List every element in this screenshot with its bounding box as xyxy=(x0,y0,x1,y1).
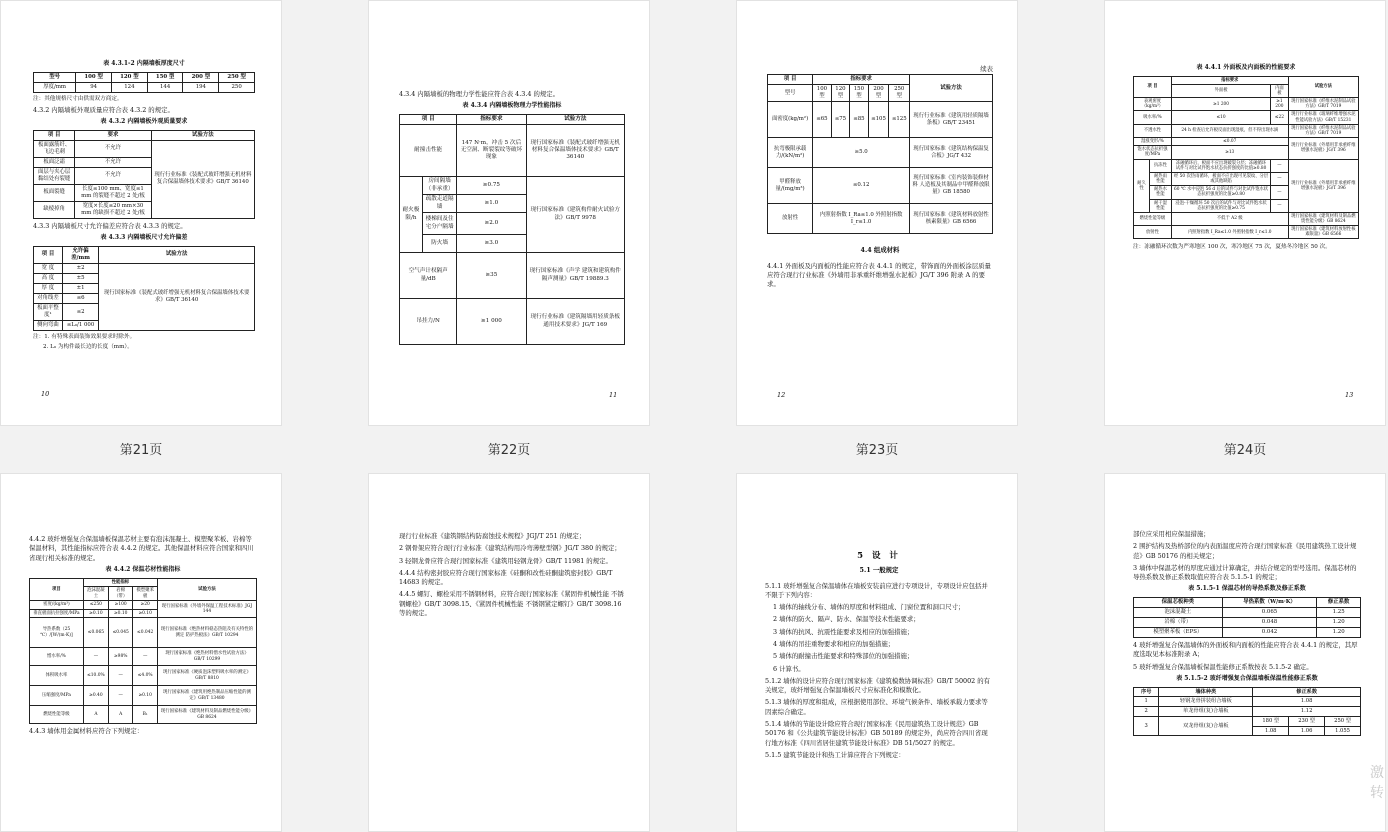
paragraph: 2 钢骨架应符合现行行业标准《建筑结构用冷弯薄壁型钢》JG/T 380 的规定； xyxy=(399,544,621,553)
clause-4-4-4: 4.4.4 结构密封胶应符合现行国家标准《硅酮和改性硅酮建筑密封胶》GB/T 14683 的规定。 xyxy=(399,568,613,587)
list-item: 6 计算书。 xyxy=(773,664,805,673)
table-title: 表 4.3.4 内隔墙板物理力学性能指标 xyxy=(462,102,562,110)
clause-4-3-3: 4.3.3 内隔墙板尺寸允许偏差应符合表 4.3.3 的规定。 xyxy=(33,221,187,230)
page-label: 第24页 xyxy=(1223,443,1267,458)
clause-5-1-3: 5.1.3 墙体的厚度和组成，应根据使用部位、环境气候条件、墙板承载力要求等因素综合确定。 xyxy=(765,698,988,716)
list-item: 3 墙体的抗风、抗震性能要求及相应的加强措施； xyxy=(773,627,914,636)
continued-label: 续表 xyxy=(980,65,993,73)
table-note: 注：其他规格尺寸由供需双方商定。 xyxy=(33,95,123,102)
page-label: 第21页 xyxy=(119,443,163,458)
table-title: 表 5.1.5-1 保温芯材的导热系数及修正系数 xyxy=(1188,585,1306,593)
chapter-heading: 5 设 计 xyxy=(857,551,901,561)
page-number: 13 xyxy=(1345,391,1354,399)
clause-4-4-5: 4.4.5 螺钉、螺栓采用不锈钢材料，应符合现行国家标准《紧固件机械性能 不锈钢螺栓》GB/T 3098.15、《紧固件机械性能 不锈钢紧定螺钉》GB/T 3098.16 等的规定。 xyxy=(399,590,624,617)
page-28[interactable] xyxy=(1104,473,1386,832)
page-22[interactable] xyxy=(368,0,650,426)
section-heading: 5.1 一般规定 xyxy=(859,566,899,575)
table-title: 表 4.4.1 外面板及内面板的性能要求 xyxy=(1196,64,1296,71)
correction-table: 序号 墙体种类 修正系数 1 轻钢龙骨拼装组合墙板 1.08 2 单龙骨组(复)合墙板 1.12 3 双龙骨组(复)合墙板 180 型 230 型 250 型 1.08 1.06 1.055 xyxy=(1133,687,1361,737)
table-note: 注：1. 有特殊表面装饰效果要求时除外。 xyxy=(33,334,136,341)
clause-4-3-2: 4.3.2 内隔墙板外观质量应符合表 4.3.2 的规定。 xyxy=(33,105,174,114)
table-title: 表 4.4.2 保温芯材性能指标 xyxy=(105,565,181,573)
list-item: 4 墙体的吊挂重物要求和相应的加强措施； xyxy=(773,640,895,648)
page-label: 第23页 xyxy=(855,443,899,458)
page-number: 12 xyxy=(777,391,786,399)
page-label: 第22页 xyxy=(487,443,531,458)
clause-4-4-2: 4.4.2 玻纤增强复合保温墙板保温芯材主要有泡沫混凝土、模塑聚苯板、岩棉等保温材料，其性能指标应符合表 4.4.2 的规定。其他保温材料应符合国家和四川省现行相关标准的规定。 xyxy=(29,535,254,562)
section-heading: 4.4 组成材料 xyxy=(860,246,900,255)
list-item: 5 墙体的耐撞击性能要求和特殊部位的加强措施； xyxy=(773,652,914,661)
clause-4-4-1: 4.4.1 外面板及内面板的性能应符合表 4.4.1 的规定，带饰面的外面板涂层质量应符合现行行业标准《外墙用非承重纤维增强水泥板》JG/T 396 附录 A 的要求。 xyxy=(767,261,991,289)
clause-4-3-4: 4.3.4 内隔墙板的物理力学性能应符合表 4.3.4 的规定。 xyxy=(399,90,560,98)
watermark: 激 转 xyxy=(1370,765,1384,801)
page-21[interactable] xyxy=(0,0,282,426)
deviation-table: 项 目 允许偏差/mm 试验方法 宽 度 ±2 现行国家标准《装配式玻纤增强无机材料复合保温墙体技术要求》GB/T 36140 高 度 ±5 厚 度 ±1 对角线差 ≤6 板面平整度¹ ≤2 侧向弯曲 ≤L₀/1 000 xyxy=(33,246,255,331)
paragraph: 3 轻钢龙骨应符合现行国家标准《建筑用轻钢龙骨》GB/T 11981 的规定。 xyxy=(399,556,612,565)
clause-4-4-3: 4.4.3 墙体用金属材料应符合下列规定： xyxy=(29,727,144,736)
list-item: 2 墙体的防火、隔声、防水、保温等技术性能要求； xyxy=(773,615,920,624)
core-material-table: 项目 性能指标 试验方法 泡沫混凝土 岩棉（带） 模塑聚苯板 密度/(kg/m³) ≤250 ≥100 ≥20 现行国家标准《外墙外保温工程技术标准》JGJ 144 垂直板面抗拉强度/MPa ≥0.10 ≥0.10 ≥0.10 导热系数（25 ℃）/[W/(m·K)] ≤0.065 ≤0.045 ≤0.042 现行国家标准《绝热材料稳态热阻及有关特性的测定 防护热板法》GB/T 10294 憎水率/% — ≥98% — 现行国家标准《绝热材料憎水性试验方法》GB/T 10299 体积吸水率 ≤10.0% — ≤4.0% 现行国家标准《硬质泡沫塑料吸水率的测定》GB/T 8810 压缩强度/MPa ≥0.40 — ≥0.10 现行国家标准《建筑用绝热制品压缩性能的测定》GB/T 13480 燃烧性能等级 A A B₁ 现行国家标准《建筑材料及制品燃烧性能分级》GB 8624 xyxy=(29,578,257,725)
page-23[interactable] xyxy=(736,0,1018,426)
clause-5-1-5: 5.1.5 建筑节能设计和热工计算应符合下列规定： xyxy=(765,750,905,759)
table-note: 2. L₀ 为构件最长边的长度（mm）。 xyxy=(43,344,133,351)
appearance-table: 项 目 要求 试验方法 板面露筋纤、飞边毛刺 不允许 现行行业标准《装配式玻纤增强无机材料复合保温墙体技术要求》GB/T 36140 板面泛霜 不允许 面层与夹心层黏结处有裂缝 不允许 板面裂缝 长度≤100 mm、宽度≤1 mm 的裂缝不超过 2 处/板 缺棱掉角 宽度×长度≤20 mm×30 mm 的缺损不超过 2 处/板 xyxy=(33,130,255,219)
physical-table: 项 目 指标要求 试验方法 耐撞击性能 147 N·m，冲击 5 次后无空洞、断裂裂纹等破坏现象 现行国家标准《装配式玻纤增强无机材料复合保温墙体技术要求》GB/T 36140 耐火极限/h 房间隔墙（非承重） ≥0.75 现行国家标准《建筑构件耐火试验方法》GB/T 9978 疏散走道隔墙 ≥1.0 楼梯间及住宅分户隔墙 ≥2.0 防火墙 ≥3.0 空气声计权隔声量/dB ≥35 现行国家标准《声学 建筑和建筑构件隔声测量》GB/T 19889.3 吊挂力/N ≥1 000 现行行业标准《建筑隔墙用轻质条板通用技术要求》JG/T 169 xyxy=(399,114,625,345)
list-item: 2 围护结构及热桥部位的内表面温度应符合现行国家标准《民用建筑热工设计规范》GB 50176 的相关规定； xyxy=(1133,542,1357,560)
panel-table: 项 目 指标要求 试验方法 外面板 内面板 表观密度（kg/m³） ≥1 200 ≥1 200 现行国家标准《纤维水泥制品试验方法》GB/T 7019 吸水率/% ≤10 ≤22 现行行业标准《玻璃纤维增强水泥性能试验方法》GB/T 15231 不透水性 24 h 检查后允许板反面出现湿痕，但不得出现水滴 现行国家标准《纤维水泥制品试验方法》GB/T 7019 湿涨变形/% ≤0.07 现行行业标准《外墙用非承重纤维增强水泥板》JG/T 396 饱水状态抗折强度/MPa ≥13 耐久性 抗冻性 冻融循环后，板面不应出现破裂分层；冻融循环试件与对比试件饱水状态抗折强度的比值≥0.80 — 现行行业标准《外墙用非承重纤维增强水泥板》JG/T 396 耐热雨性能 经 50 次热雨循环，板面不应出现可见裂纹、分层或其他缺陷 — 耐热水性能 60 ℃ 水中浸泡 56 d 后的试件与对比试件饱水状态抗折强度的比值≥0.80 — 耐干湿性能 浸泡-干燥循环 50 次后的试件与对比试件饱水状态抗折强度的比值≥0.75 — 燃烧性能等级 不低于 A2 级 现行国家标准《建筑材料及制品燃烧性能分级》GB 8624 放射性 内照射指数 I_Ra≤1.0 外照射指数 I_r≤1.0 现行国家标准《建筑材料放射性核素限量》GB 6566 xyxy=(1133,76,1359,240)
list-item: 5 玻纤增强复合保温墙板保温性能修正系数按表 5.1.5-2 确定。 xyxy=(1133,662,1313,671)
list-item: 1 墙体的轴线分布、墙体的厚度和材料组成、门窗位置和洞口尺寸； xyxy=(773,603,965,612)
table-note: 注：冻融循环次数为严寒地区 100 次，寒冷地区 75 次，夏热冬冷地区 50 次。 xyxy=(1133,244,1331,251)
list-item: 4 玻纤增强复合保温墙体的外面板和内面板的性能应符合表 4.4.1 的规定，其厚度选取见本标准附录 A； xyxy=(1133,641,1358,659)
conductivity-table: 保温芯板种类 导热系数（W/m·K） 修正系数 泡沫混凝土 0.065 1.25 岩棉（带） 0.048 1.20 模塑聚苯板（EPS） 0.042 1.20 xyxy=(1133,597,1361,638)
page-number: 10 xyxy=(41,390,50,398)
table-title: 表 4.3.3 内隔墙板尺寸允许偏差 xyxy=(100,234,188,242)
continued-table: 项 目 指标要求 试验方法 型号 100 型 120 型 150 型 200 型 250 型 面密度(kg/m²) ≤65 ≤75 ≤85 ≤105 ≤125 现行行业标准《建筑用轻质隔墙条板》GB/T 23451 抗弯极限承载力/(kN/m²) ≥5.0 现行国家标准《建筑结构保温复合板》JG/T 432 甲醛释放量/(mg/m³) ≤0.12 现行国家标准《室内装饰装修材料 人造板及其制品中甲醛释放限量》GB 18580 放射性 内照射指数 I_Ra≤1.0 外照射指数 I_r≤1.0 现行国家标准《建筑材料放射性核素限量》GB 6566 xyxy=(767,74,993,234)
clause-5-1-1: 5.1.1 玻纤增强复合保温墙体在墙板安装前应进行专项设计，专项设计应包括并不限于下列内容： xyxy=(765,581,988,599)
clause-5-1-4: 5.1.4 墙体的节能设计除应符合现行国家标准《民用建筑热工设计规范》GB 50176 和《公共建筑节能设计标准》GB 50189 的规定外，尚应符合四川省现行地方标准《四川省居住建筑节能设计标准》DB 51/5027 的规定。 xyxy=(765,719,988,747)
page-24[interactable] xyxy=(1104,0,1386,426)
table-title: 表 4.3.1-2 内隔墙板厚度尺寸 xyxy=(103,60,185,67)
page-26[interactable] xyxy=(368,473,650,832)
page-27[interactable] xyxy=(736,473,1018,832)
paragraph: 部位应采用相应保温措施； xyxy=(1133,530,1210,538)
list-item: 3 墙体中保温芯材的厚度应通过计算确定，并结合规定的型号选用。保温芯材的导热系数及修正系数取值应符合表 5.1.5-1 的规定； xyxy=(1133,563,1357,582)
page-25[interactable] xyxy=(0,473,282,832)
paragraph: 现行行业标准《建筑钢结构防腐蚀技术规程》JGJ/T 251 的规定； xyxy=(399,532,586,540)
table-title: 表 5.1.5-2 玻纤增强复合保温墙板保温性能修正系数 xyxy=(1176,675,1318,682)
page-number: 11 xyxy=(609,391,618,399)
table-title: 表 4.3.2 内隔墙板外观质量要求 xyxy=(100,118,188,126)
clause-5-1-2: 5.1.2 墙体的设计应符合现行国家标准《建筑模数协调标准》GB/T 50002 的有关规定，玻纤增强复合保温墙板尺寸应标准化和模数化。 xyxy=(765,676,991,695)
thickness-table: 型号 100 型 120 型 150 型 200 型 250 型 厚度/mm 94 124 144 194 250 xyxy=(33,72,255,93)
